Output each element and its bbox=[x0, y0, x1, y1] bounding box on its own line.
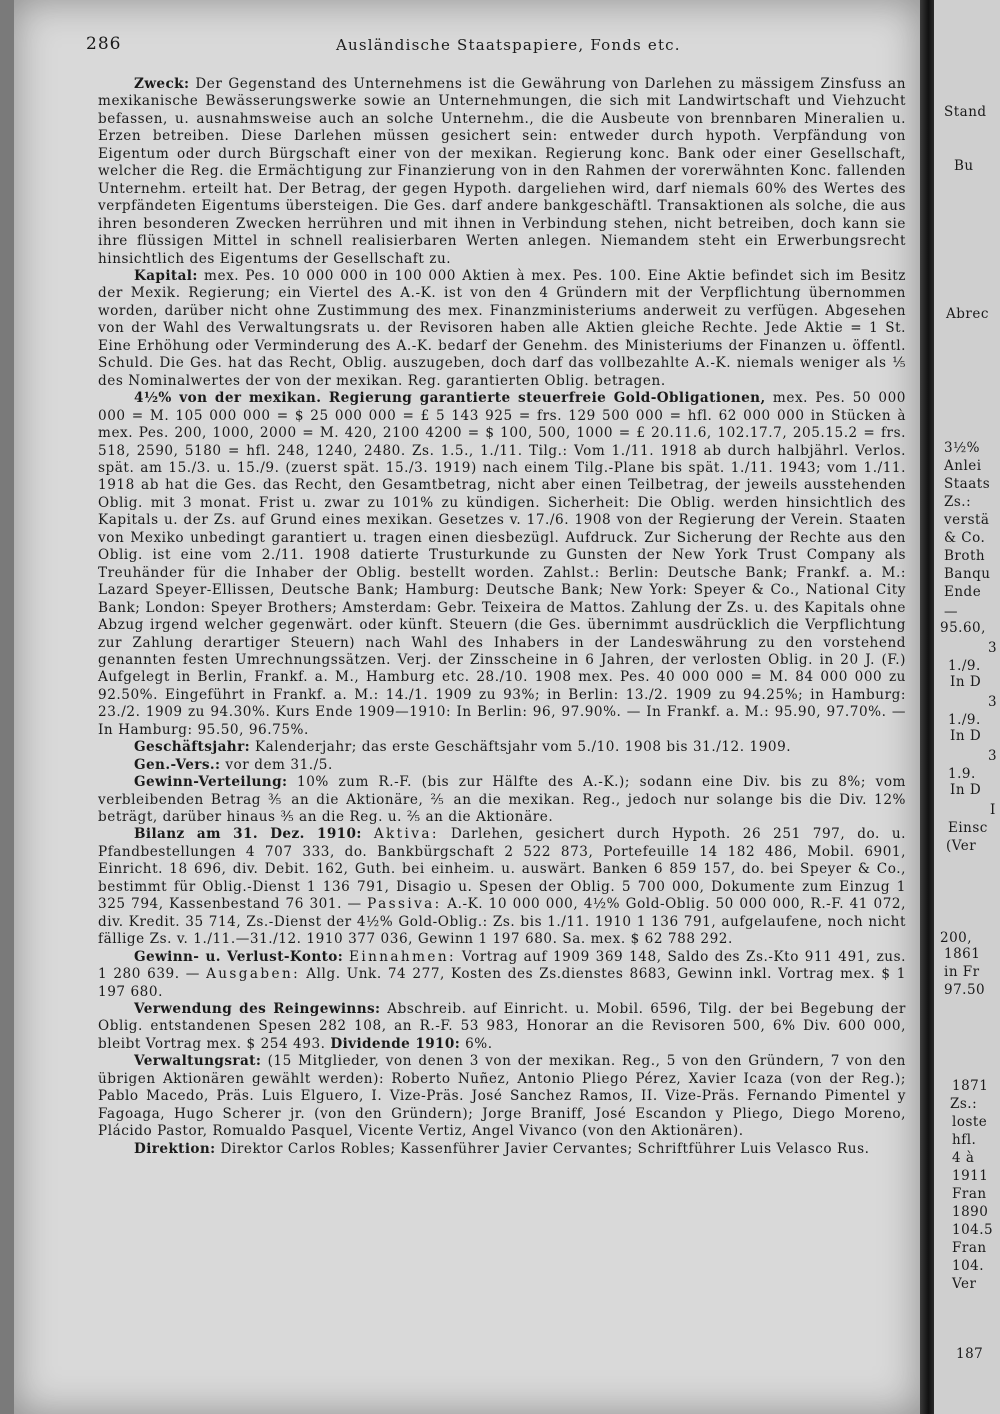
label-ausgaben: Ausgaben: bbox=[206, 966, 301, 983]
label-dividende: Dividende 1910: bbox=[330, 1035, 461, 1052]
adjacent-page-fragment: 1890 bbox=[952, 1204, 989, 1220]
adjacent-page-fragment: Bu bbox=[954, 158, 974, 174]
adjacent-page-fragment: Fran bbox=[952, 1240, 987, 1256]
adjacent-page-fragment: — bbox=[944, 604, 958, 620]
section-zweck bbox=[98, 76, 906, 268]
adjacent-page-fragment: loste bbox=[952, 1114, 988, 1130]
adjacent-page-fragment: Abrec bbox=[946, 306, 989, 322]
section-geschaeftsjahr bbox=[98, 739, 906, 756]
adjacent-page-fragment: In D bbox=[950, 728, 982, 744]
text-einnahmen: Vortrag auf 1909 369 148, Saldo des Zs.-Kto 911 491, zus. 1 280 639. — bbox=[98, 948, 907, 983]
adjacent-page-fragment: Broth bbox=[944, 548, 986, 564]
adjacent-page-fragment: In D bbox=[950, 782, 982, 798]
label-passiva: Passiva: bbox=[367, 896, 442, 913]
adjacent-page-fragment: Einsc bbox=[948, 820, 988, 836]
section-genvers bbox=[98, 757, 906, 774]
text-kapital: mex. Pes. 10 000 000 in 100 000 Aktien à mex. Pes. 100. Eine Aktie befindet sich im Besitz der Mexik. Regierung; ein Viertel des A.-K. ist von den 4 Gründern mit der Verpflichtung übernommen worden, darüber nicht ohne Zustimmung des mex. Finanzministeriums anderweit zu verfügen. Abgesehen von der Wahl des Verwaltungsrats u. der Revisoren haben alle Aktien gleiche Rechte. Jede Aktie = 1 St. Eine Erhöhung oder Verminderung des A.-K. bedarf der Genehm. des Ministeriums der Finanzen u. öffentl. Schuld. Die Ges. hat das Recht, Oblig. auszugeben, doch darf das vollbezahlte A.-K. niemals weniger als ⅕ des Nominalwertes der von der mexikan. Reg. garantierten Oblig. betragen. bbox=[98, 267, 906, 389]
label-genvers: Gen.-Vers.: bbox=[134, 756, 221, 773]
adjacent-page-fragment: In D bbox=[950, 674, 982, 690]
adjacent-page-fragment: Anlei bbox=[944, 458, 982, 474]
entry-body bbox=[98, 76, 906, 1158]
adjacent-page-fragment: 1861 bbox=[944, 946, 981, 962]
text-gewinnverteilung: 10% zum R.-F. (bis zur Hälfte des A.-K.); sodann eine Div. bis zu 8%; vom verbleibenden Betrag ⅗ an die Aktionäre, ⅖ an die mexikan. Reg., jedoch nur solange bis die Div. 12% beträgt, darüber hinaus ⅗ an die Reg. u. ⅖ an die Aktionäre. bbox=[98, 774, 907, 826]
adjacent-page-fragment: Banqu bbox=[944, 566, 991, 582]
adjacent-page-fragment: (Ver bbox=[946, 838, 977, 854]
adjacent-page-fragment: 3 bbox=[988, 640, 998, 656]
adjacent-page-fragment: 1./9. bbox=[948, 712, 981, 728]
text-ausgaben: Allg. Unk. 74 277, Kosten des Zs.dienstes 8683, Gewinn inkl. Vortrag mex. $ 1 197 680. bbox=[98, 966, 906, 1000]
adjacent-page-fragment: & Co. bbox=[944, 530, 986, 546]
section-bilanz bbox=[98, 826, 906, 948]
page-number: 286 bbox=[86, 34, 122, 54]
adjacent-page-fragment: 3 bbox=[988, 694, 998, 710]
adjacent-page-fragment: Zs.: bbox=[944, 494, 972, 510]
adjacent-page-fragment: verstä bbox=[944, 512, 990, 528]
text-geschaeftsjahr: Kalenderjahr; das erste Geschäftsjahr vom 5./10. 1908 bis 31./12. 1909. bbox=[254, 739, 792, 756]
label-direktion: Direktion: bbox=[134, 1140, 216, 1157]
section-guv bbox=[98, 949, 906, 1001]
label-anleihe: 4½% von der mexikan. Regierung garantierte steuerfreie Gold-Obligationen, bbox=[134, 390, 766, 407]
section-verwaltungsrat bbox=[98, 1053, 906, 1140]
adjacent-page-fragment: 1911 bbox=[952, 1168, 989, 1184]
label-einnahmen: Einnahmen: bbox=[349, 948, 456, 965]
adjacent-page-fragment: Ver bbox=[952, 1276, 977, 1292]
text-zweck: Der Gegenstand des Unternehmens ist die Gewährung von Darlehen zu mässigem Zinsfuss an mexikanische Bewässerungswerke sowie an Unternehmungen, die sich mit Landwirtschaft und Viehzucht befassen, u. ausnahmsweise auch an solche Unternehm., die die Ausbeute von brennbaren Mineralien u. Erzen betreiben. Diese Darlehen müssen gesichert sein: entweder durch hypoth. Verpfändung von Eigentum oder durch Bürgschaft einer von der mexikan. Regierung konc. Bank oder einer Gesellschaft, welcher die Reg. die Ermächtigung zur Finanzierung von in den Rahmen der vorerwähnten Konc. fallenden Unternehm. erteilt hat. Der Betrag, der gegen Hypoth. dargeliehen wird, darf niemals 60% des Wertes des verpfändeten Eigentums übersteigen. Die Ges. darf andere bankgeschäftl. Transaktionen als solche, die aus ihren besonderen Zwecken herrühren und mit ihnen in Verbindung stehen, nicht betreiben, doch kann sie ihre flüssigen Mittel in schnell realisierbaren Werten anlegen. Niemandem steht ein Erwerbungsrecht hinsichtlich des Eigentums der Gesellschaft zu. bbox=[98, 76, 907, 267]
adjacent-page-fragment: 3½% bbox=[944, 440, 981, 456]
section-direktion bbox=[98, 1141, 906, 1158]
adjacent-page-fragment: 4 à bbox=[952, 1150, 975, 1166]
text-verwaltungsrat: (15 Mitglieder, von denen 3 von der mexikan. Reg., 5 von den Gründern, 7 von den übrigen Aktionären gewählt werden): Roberto Nuñez, Antonio Pliego Pérez, Xavier Icaza (von der Reg.); Pablo Macedo, Präs. Luis Elguero, I. Vize-Präs. José Sanchez Ramos, II. Vize-Präs. Fernando Pimentel y Fagoaga, Hugo Scherer jr. (von den Gründern); Jorge Braniff, José Escandon y Pliego, Diego Moreno, Plácido Pastor, Romualdo Pasquel, Vicente Vertiz, Angel Vivanco (von den Aktionären). bbox=[98, 1053, 906, 1140]
text-anleihe: mex. Pes. 50 000 000 = M. 105 000 000 = $ 25 000 000 = £ 5 143 925 = frs. 129 500 000 = hfl. 62 000 000 in Stücken à mex. Pes. 200, 1000, 2000 = M. 420, 2100 4200 = $ 100, 500, 1000 = £ 20.11.6, 102.17.7, 205.15.2 = frs. 518, 2590, 5180 = hfl. 248, 1240, 2480. Zs. 1.5., 1./11. Tilg.: Vom 1./11. 1918 ab durch halbjährl. Verlos. spät. am 15./3. u. 15./9. (zuerst spät. 15./3. 1919) nach einem Tilg.-Plane bis spät. 1./11. 1943; vom 1./11. 1918 ab hat die Ges. das Recht, den Gesamtbetrag, nicht aber einen Teilbetrag, der jeweils ausstehenden Oblig. mit 3 monat. Frist u. zwar zu 101% zu kündigen. Sicherheit: Die Oblig. werden hinsichtlich des Kapitals u. der Zs. auf Grund eines mexikan. Gesetzes v. 17./6. 1908 von der Regierung der Verein. Staaten von Mexiko unbedingt garantiert u. tragen einen diesbezügl. Aufdruck. Zur Sicherung der Rechte aus den Oblig. ist eine vom 2./11. 1908 datierte Trusturkunde zu Gunsten der New York Trust Company als Treuhänder für die Inhaber der Oblig. bestellt worden. Zahlst.: Berlin: Deutsche Bank; Frankf. a. M.: Lazard Speyer-Ellissen, Deutsche Bank; Hamburg: Deutsche Bank; New York: Speyer & Co., National City Bank; London: Speyer Brothers; Amsterdam: Gebr. Teixeira de Mattos. Zahlung der Zs. u. des Kapitals ohne Abzug irgend welcher gegenwärt. oder künft. Steuern (die Ges. übernimmt ausdrücklich die Verpflichtung zur Zahlung derartiger Steuern) nach Wahl des Inhabers in der Landeswährung zu den vorstehend genannten festen Umrechnungssätzen. Verj. der Zinsscheine in 6 Jahren, der verlosten Oblig. in 20 J. (F.) Aufgelegt in Berlin, Frankf. a. M., Hamburg etc. 28./10. 1908 mex. Pes. 40 000 000 = M. 84 000 000 zu 92.50%. Eingeführt in Frankf. a. M.: 14./1. 1909 zu 93%; in Berlin: 13./2. 1909 zu 94.25%; in Hamburg: 23./2. 1909 zu 94.30%. Kurs Ende 1909—1910: In Berlin: 96, 97.90%. — In Frankf. a. M.: 95.90, 97.70%. — In Hamburg: 95.50, 96.75%. bbox=[98, 390, 907, 738]
label-geschaeftsjahr: Geschäftsjahr: bbox=[134, 739, 251, 756]
section-anleihe bbox=[98, 390, 906, 739]
adjacent-page-strip bbox=[934, 0, 1000, 1414]
label-zweck: Zweck: bbox=[134, 76, 190, 92]
value-dividende: 6%. bbox=[465, 1035, 493, 1052]
section-verwendung bbox=[98, 1001, 906, 1053]
adjacent-page-fragment: Staats bbox=[944, 476, 991, 492]
section-gewinnverteilung bbox=[98, 774, 906, 826]
adjacent-page-fragment: Stand bbox=[944, 104, 987, 120]
section-kapital bbox=[98, 268, 906, 390]
label-verwendung: Verwendung des Reingewinns: bbox=[134, 1001, 381, 1018]
label-verwaltungsrat: Verwaltungsrat: bbox=[134, 1053, 262, 1070]
adjacent-page-fragment: Zs.: bbox=[950, 1096, 978, 1112]
adjacent-page-fragment: 97.50 bbox=[944, 982, 986, 998]
text-direktion: Direktor Carlos Robles; Kassenführer Javier Cervantes; Schriftführer Luis Velasco Rus. bbox=[220, 1140, 870, 1157]
text-passiva: A.-K. 10 000 000, 4½% Gold-Oblig. 50 000 000, R.-F. 41 072, div. Kredit. 35 714, Zs.-Dienst der 4½% Gold-Oblig.: Zs. bis 1./11. 1910 1 136 791, aufgelaufene, noch nicht fällige Zs. v. 1./11.—31./12. 1910 377 036, Gewinn 1 197 680. Sa. mex. $ 62 788 292. bbox=[98, 896, 906, 948]
label-bilanz: Bilanz am 31. Dez. 1910: bbox=[134, 826, 362, 843]
text-genvers: vor dem 31./5. bbox=[225, 756, 333, 773]
adjacent-page-fragment: 1871 bbox=[952, 1078, 989, 1094]
adjacent-page-fragment: Fran bbox=[952, 1186, 987, 1202]
adjacent-page-fragment: Ende bbox=[944, 584, 982, 600]
adjacent-page-fragment: 104. bbox=[952, 1258, 985, 1274]
label-guv: Gewinn- u. Verlust-Konto: bbox=[134, 948, 344, 965]
adjacent-page-fragment: in Fr bbox=[944, 964, 980, 980]
running-title: Ausländische Staatspapiere, Fonds etc. bbox=[336, 36, 681, 54]
adjacent-page-fragment: I bbox=[990, 802, 996, 818]
book-gutter bbox=[920, 0, 934, 1414]
label-gewinnverteilung: Gewinn-Verteilung: bbox=[134, 774, 288, 791]
adjacent-page-fragment: hfl. bbox=[952, 1132, 977, 1148]
adjacent-page-fragment: 200, bbox=[940, 930, 973, 946]
adjacent-page-fragment: 1.9. bbox=[948, 766, 976, 782]
book-page bbox=[14, 0, 920, 1414]
label-aktiva: Aktiva: bbox=[373, 826, 439, 843]
adjacent-page-fragment: 104.5 bbox=[952, 1222, 994, 1238]
text-aktiva: Darlehen, gesichert durch Hypoth. 26 251 797, do. u. Pfandbestellungen 4 707 333, do. Bankbürgschaft 2 522 873, Portefeuille 14 182 486, Mobil. 6901, Einricht. 18 696, div. Debit. 162, Guth. bei einheim. u. auswärt. Banken 6 859 157, do. bei Speyer & Co., bestimmt für Oblig.-Dienst 1 136 791, Disagio u. Spesen der Oblig. 5 700 000, Dokumente zum Einzug 1 325 794, Kassenbestand 76 301. — bbox=[98, 826, 907, 913]
adjacent-page-fragment: 1./9. bbox=[948, 658, 981, 674]
label-kapital: Kapital: bbox=[134, 267, 198, 284]
adjacent-page-fragment: 95.60, bbox=[940, 620, 986, 636]
text-verwendung: Abschreib. auf Einricht. u. Mobil. 6596, Tilg. der bei Begebung der Oblig. entstandenen Spesen 282 108, an R.-F. 53 983, Honorar an die Revisoren 500, 6% Div. 600 000, bleibt Vortrag mex. $ 254 493. bbox=[98, 1001, 906, 1052]
adjacent-page-fragment: 3 bbox=[988, 748, 998, 764]
adjacent-page-fragment: 187 bbox=[956, 1346, 984, 1362]
